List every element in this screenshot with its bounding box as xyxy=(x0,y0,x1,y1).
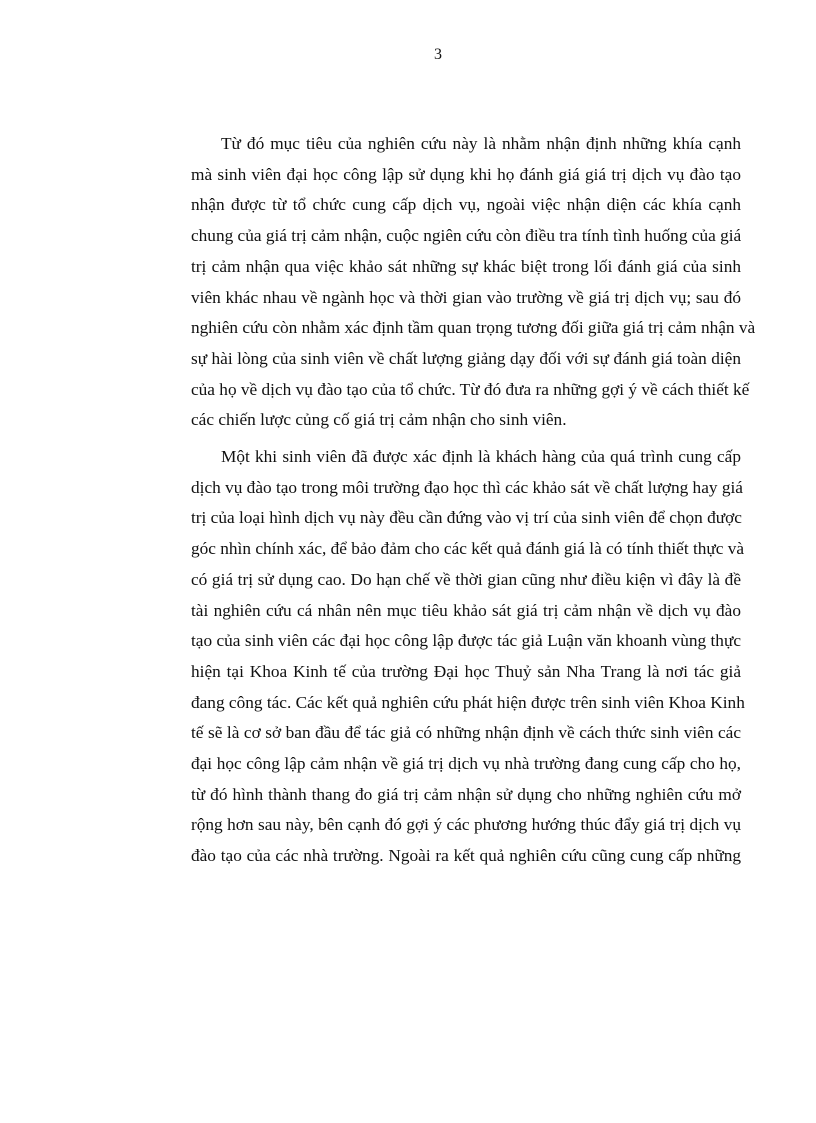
text-line: tạo của sinh viên các đại học công lập được tác giả Luận văn khoanh vùng thực xyxy=(191,631,741,651)
text-line: nhận được từ tổ chức cung cấp dịch vụ, ngoài việc nhận diện các khía cạnh xyxy=(191,195,741,215)
text-line: rộng hơn sau này, bên cạnh đó gợi ý các phương hướng thúc đẩy giá trị dịch vụ xyxy=(191,815,741,835)
text-line: Từ đó mục tiêu của nghiên cứu này là nhằm nhận định những khía cạnh xyxy=(221,134,741,153)
text-line: chung của giá trị cảm nhận, cuộc ngiên cứu còn điều tra tính tình huống của giá xyxy=(191,226,742,246)
text-line: của họ về dịch vụ đào tạo của tổ chức. Từ đó đưa ra những gợi ý về cách thiết kế xyxy=(191,379,750,399)
text-line: Một khi sinh viên đã được xác định là khách hàng của quá trình cung cấp xyxy=(221,447,741,467)
text-line: đang công tác. Các kết quả nghiên cứu phát hiện được trên sinh viên Khoa Kinh xyxy=(191,692,745,712)
text-line: dịch vụ đào tạo trong môi trường đạo học thì các khảo sát về chất lượng hay giá xyxy=(191,477,743,497)
text-line: trị của loại hình dịch vụ này đều cần đứng vào vị trí của sinh viên để chọn được xyxy=(191,508,742,528)
text-line: đại học công lập cảm nhận về giá trị dịch vụ nhà trường đang cung cấp cho họ, xyxy=(191,754,741,774)
text-line: đào tạo của các nhà trường. Ngoài ra kết quả nghiên cứu cũng cung cấp những xyxy=(191,846,741,866)
text-line: các chiến lược củng cố giá trị cảm nhận cho sinh viên. xyxy=(191,410,567,430)
text-line: sự hài lòng của sinh viên về chất lượng giảng dạy đối với sự đánh giá toàn diện xyxy=(191,348,741,368)
page-number: 3 xyxy=(434,46,442,63)
text-line: viên khác nhau về ngành học và thời gian vào trường về giá trị dịch vụ; sau đó xyxy=(191,287,741,307)
text-line: nghiên cứu còn nhằm xác định tầm quan trọng tương đối giữa giá trị cảm nhận và xyxy=(191,318,756,338)
document-body xyxy=(161,129,756,872)
text-line: trị cảm nhận qua việc khảo sát những sự khác biệt trong lối đánh giá của sinh xyxy=(191,256,741,276)
text-line: góc nhìn chính xác, để bảo đảm cho các kết quả đánh giá là có tính thiết thực và xyxy=(191,539,745,559)
text-line: từ đó hình thành thang đo giá trị cảm nhận sử dụng cho những nghiên cứu mở xyxy=(191,784,741,804)
text-line: tài nghiên cứu cá nhân nên mục tiêu khảo sát giá trị cảm nhận về dịch vụ đào xyxy=(191,600,741,620)
text-line: hiện tại Khoa Kinh tế của trường Đại học Thuỷ sản Nha Trang là nơi tác giả xyxy=(191,661,741,681)
paragraph-1 xyxy=(161,129,756,442)
text-line: có giá trị sử dụng cao. Do hạn chế về thời gian cũng như điều kiện vì đây là đề xyxy=(191,569,741,589)
paragraph-2 xyxy=(161,442,745,872)
text-line: mà sinh viên đại học công lập sử dụng khi họ đánh giá giá trị dịch vụ đào tạo xyxy=(191,164,741,184)
text-line: tế sẽ là cơ sở ban đầu để tác giả có những nhận định về cách thức sinh viên các xyxy=(191,723,741,743)
